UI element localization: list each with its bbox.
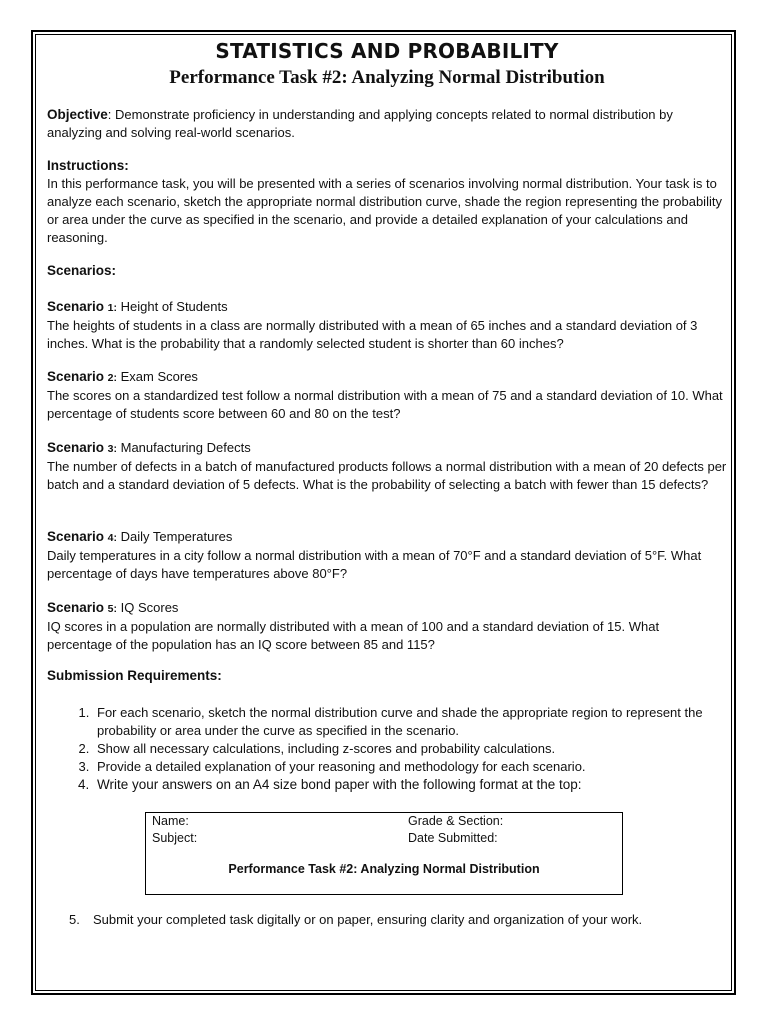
scenario-text: IQ scores in a population are normally distributed with a mean of 100 and a standard deviation of 15. What percentage of the population has an IQ score between 85 and 115? bbox=[47, 619, 660, 652]
scenario-5 bbox=[47, 599, 727, 654]
objective-text: : Demonstrate proficiency in understanding and applying concepts related to normal distribution by analyzing and solving real-world scenarios. bbox=[47, 107, 673, 140]
scenario-title: Height of Students bbox=[120, 299, 228, 314]
scenario-label: Scenario bbox=[47, 600, 105, 615]
scenarios-heading bbox=[47, 262, 727, 280]
objective-label: Objective bbox=[47, 107, 108, 122]
scenario-text: The heights of students in a class are normally distributed with a mean of 65 inches and a standard deviation of 3 inches. What is the probability that a randomly selected student is shorter than 60 inches? bbox=[47, 318, 698, 351]
scenario-title: Manufacturing Defects bbox=[120, 440, 251, 455]
instructions-section bbox=[47, 157, 727, 247]
name-field-label: Name: bbox=[152, 814, 189, 828]
subject-field-label: Subject: bbox=[152, 831, 198, 845]
scenario-title: IQ Scores bbox=[120, 600, 179, 615]
grade-section-field-label: Grade & Section: bbox=[408, 814, 504, 828]
list-item: 1. For each scenario, sketch the normal distribution curve and shade the appropriate region to represent the probability or area under the curve as specified in the scenario. bbox=[93, 704, 727, 740]
scenario-label: Scenario bbox=[47, 299, 105, 314]
submission-list bbox=[47, 704, 727, 794]
date-submitted-field-label: Date Submitted: bbox=[408, 831, 498, 845]
scenario-title: Daily Temperatures bbox=[120, 529, 233, 544]
list-item: 4. Write your answers on an A4 size bond paper with the following format at the top: bbox=[93, 776, 727, 794]
list-item: 2. Show all necessary calculations, including z-scores and probability calculations. bbox=[93, 740, 727, 758]
list-item: 3. Provide a detailed explanation of your reasoning and methodology for each scenario. bbox=[93, 758, 727, 776]
scenario-title: Exam Scores bbox=[120, 369, 198, 384]
scenario-1 bbox=[47, 298, 727, 353]
list-item-number: 5. bbox=[69, 912, 80, 927]
instructions-label: Instructions bbox=[47, 158, 125, 173]
instructions-text: In this performance task, you will be presented with a series of scenarios involving normal distribution. Your task is to analyze each scenario, sketch the appropriate normal distribution curve, shade the region representing the probability or area under the curve as specified in the scenario, and provide a detailed explanation of your calculations and reasoning. bbox=[47, 176, 722, 245]
scenarios-colon: : bbox=[111, 263, 117, 278]
scenario-label: Scenario bbox=[47, 440, 105, 455]
answer-format-box bbox=[145, 812, 623, 895]
submission-heading bbox=[47, 667, 727, 685]
scenario-number: 5: bbox=[107, 603, 117, 615]
scenario-number: 2: bbox=[107, 372, 117, 384]
objective-section bbox=[47, 106, 727, 142]
scenario-text: The scores on a standardized test follow a normal distribution with a mean of 75 and a standard deviation of 10. What percentage of students score between 60 and 80 on the test? bbox=[47, 388, 723, 421]
scenario-4 bbox=[47, 528, 727, 583]
format-box-title: Performance Task #2: Analyzing Normal Distribution bbox=[228, 862, 540, 876]
instructions-colon: : bbox=[124, 158, 129, 173]
submission-label: Submission Requirements bbox=[47, 668, 218, 683]
document-title: STATISTICS AND PROBABILITY bbox=[215, 39, 559, 63]
scenario-text: Daily temperatures in a city follow a normal distribution with a mean of 70°F and a standard deviation of 5°F. What percentage of days have temperatures above 80°F? bbox=[47, 548, 702, 581]
header bbox=[47, 38, 727, 90]
scenario-3 bbox=[47, 439, 727, 494]
document-subtitle: Performance Task #2: Analyzing Normal Distribution bbox=[169, 67, 605, 88]
scenario-label: Scenario bbox=[47, 369, 105, 384]
submission-colon: : bbox=[217, 668, 222, 683]
scenario-text: The number of defects in a batch of manufactured products follows a normal distribution with a mean of 20 defects per batch and a standard deviation of 5 defects. What is the probability of selecting a batch with fewer than 15 defects? bbox=[47, 459, 727, 492]
scenario-label: Scenario bbox=[47, 529, 105, 544]
scenarios-label: Scenarios bbox=[47, 263, 112, 278]
list-item-text: Submit your completed task digitally or on paper, ensuring clarity and organization of your work. bbox=[93, 912, 643, 927]
scenario-2 bbox=[47, 368, 727, 423]
scenario-number: 4: bbox=[107, 532, 117, 544]
scenario-number: 1: bbox=[107, 302, 117, 314]
scenario-number: 3: bbox=[107, 443, 117, 455]
